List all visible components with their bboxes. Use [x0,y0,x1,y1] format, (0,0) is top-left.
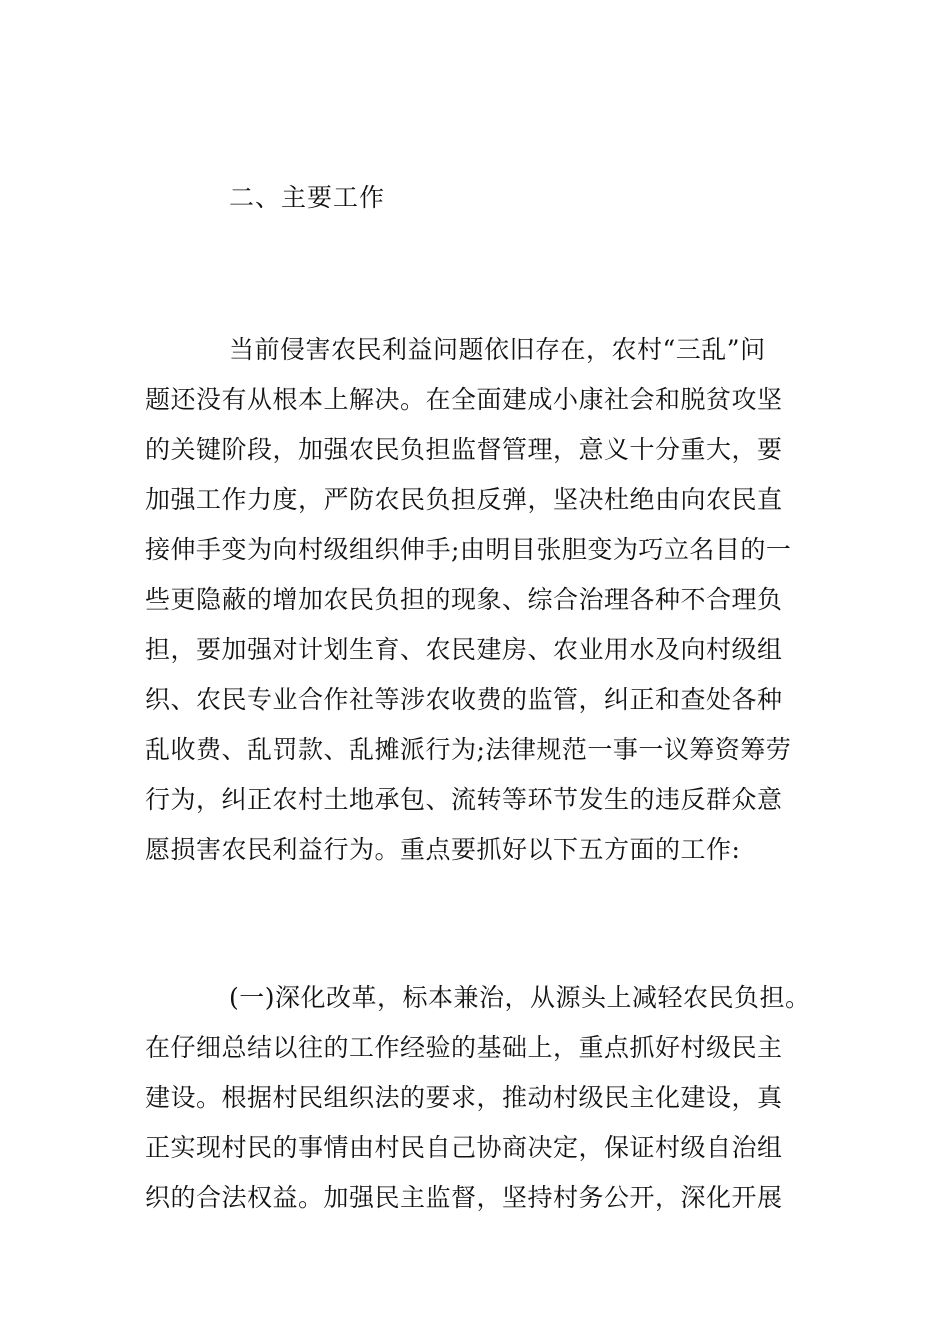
text-line: 建设。根据村民组织法的要求，推动村级民主化建设，真 [145,1083,783,1112]
text-line: (一)深化改革，标本兼治，从源头上减轻农民负担。 [229,983,811,1012]
text-line: 加强工作力度，严防农民负担反弹，坚决杜绝由向农民直 [145,485,783,514]
text-line: 担，要加强对计划生育、农民建房、农业用水及向村级组 [145,635,783,664]
text-line: 在仔细总结以往的工作经验的基础上，重点抓好村级民主 [145,1033,783,1062]
text-line: 织、农民专业合作社等涉农收费的监管，纠正和查处各种 [145,685,783,714]
text-line: 愿损害农民利益行为。重点要抓好以下五方面的工作: [145,835,741,864]
text-line: 些更隐蔽的增加农民负担的现象、综合治理各种不合理负 [145,585,783,614]
paragraph-farmer-burden [145,325,810,875]
text-line: 题还没有从根本上解决。在全面建成小康社会和脱贫攻坚 [145,385,783,414]
text-line: 正实现村民的事情由村民自己协商决定，保证村级自治组 [145,1133,783,1162]
text-line: 乱收费、乱罚款、乱摊派行为;法律规范一事一议筹资筹劳 [145,735,792,764]
text-line: 当前侵害农民利益问题依旧存在，农村“三乱”问 [229,335,766,364]
text-line: 接伸手变为向村级组织伸手;由明目张胆变为巧立名目的一 [145,535,792,564]
paragraph-reform [145,973,810,1223]
text-line: 织的合法权益。加强民主监督，坚持村务公开，深化开展 [145,1183,783,1212]
section-heading: 二、主要工作 [229,183,386,212]
text-line: 的关键阶段，加强农民负担监督管理，意义十分重大，要 [145,435,783,464]
text-line: 行为，纠正农村土地承包、流转等环节发生的违反群众意 [145,785,783,814]
